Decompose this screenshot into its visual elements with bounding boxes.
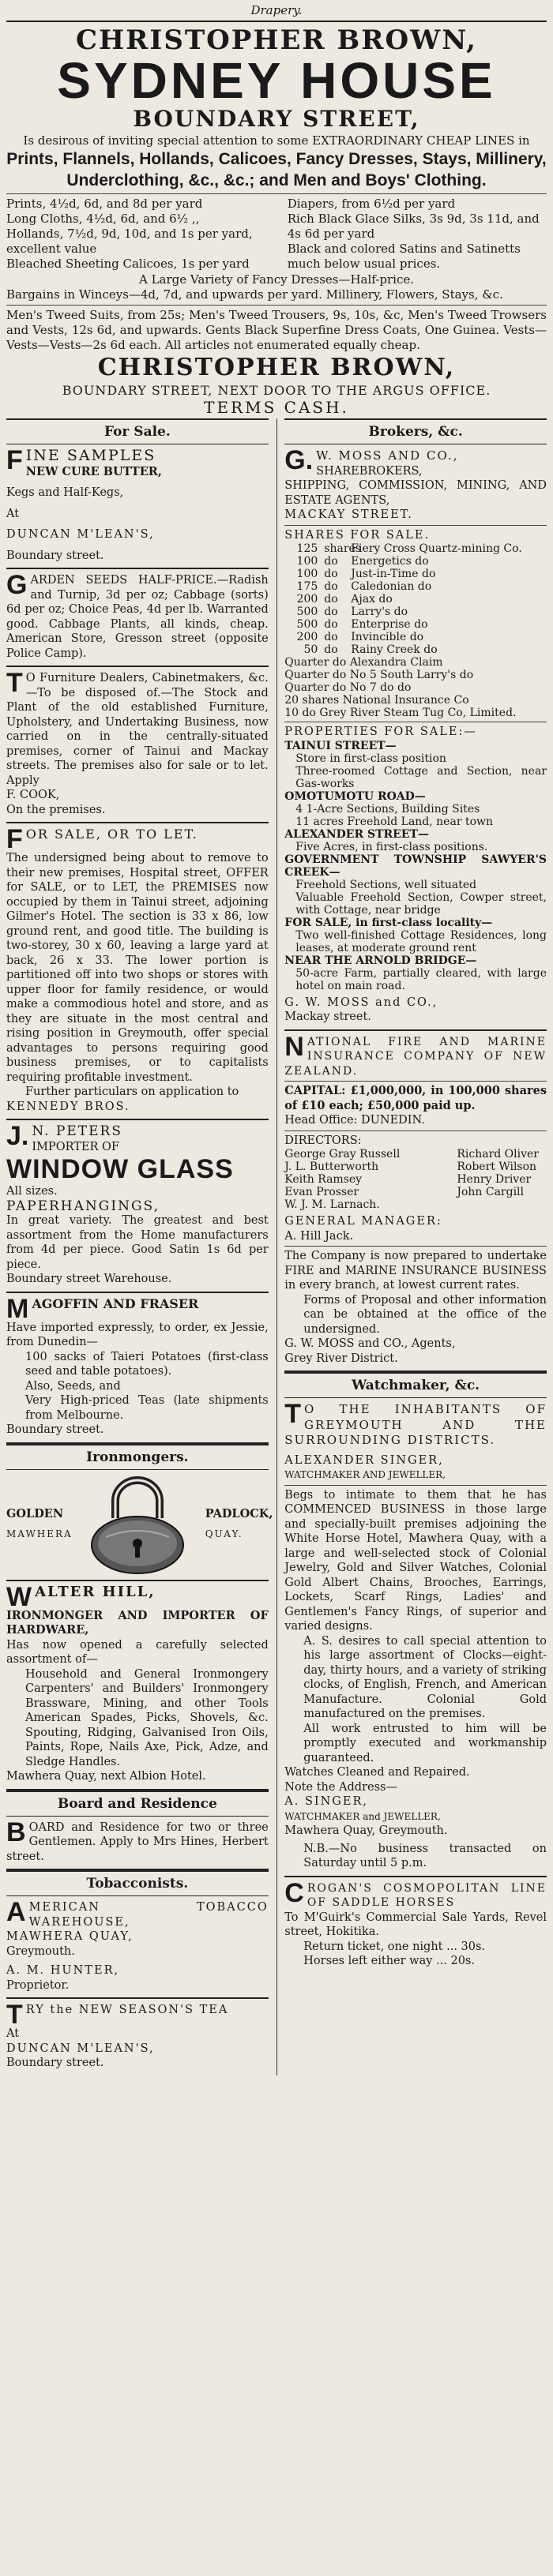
properties-title: PROPERTIES FOR SALE:— <box>284 726 477 738</box>
ad-line: 100 sacks of Taieri Potatoes (first-class seed and table potatoes). <box>25 1350 269 1378</box>
padlock-text: GOLDEN <box>6 1507 64 1520</box>
divider <box>6 193 547 194</box>
drop-cap: N <box>284 1031 304 1062</box>
ad-line: SHIPPING, COMMISSION, MINING, AND ESTATE AGENTS, <box>284 479 547 507</box>
ad-signature: G. W. MOSS and CO., <box>284 996 438 1009</box>
section-title-ironmongers: Ironmongers. <box>6 1444 269 1470</box>
property-line: OMOTUMOTU ROAD— <box>284 789 426 803</box>
ad-line: NEW CURE BUTTER, <box>25 464 162 478</box>
section-title-watchmaker: Watchmaker, &c. <box>284 1372 547 1398</box>
ad-signature: KENNEDY BROS. <box>6 1100 130 1113</box>
ad-title: AGOFFIN AND FRASER <box>32 1295 199 1311</box>
store-name: SYDNEY HOUSE <box>57 52 496 109</box>
ad-text: Forms of Proposal and other information can be obtained at the office of the undersigned. <box>303 1293 547 1336</box>
ad-title: ALTER HILL, <box>35 1583 156 1600</box>
share-name: Just-in-Time do <box>351 568 436 580</box>
ad-line: MAWHERA QUAY, <box>6 1930 134 1943</box>
divider <box>284 525 547 526</box>
ad-line: DUNCAN M'LEAN'S, <box>6 2042 155 2055</box>
ad-text: Household and General Ironmongery Carpenters' and Builders' Ironmongery Brassware, Mining, and other Tools American Spades, Picks, Shovels, &c. Spouting, Ridging, Galvanised Iron Oils, Paints, Rope, Nails Axe, Pick, Adze, and Sledge Handles. <box>25 1667 269 1768</box>
price-list-left <box>6 197 265 272</box>
advertiser-name-2: CHRISTOPHER BROWN, <box>97 354 456 381</box>
ad-title: OR SALE, OR TO LET. <box>25 827 198 842</box>
ad-text: Begs to intimate to them that he has COMMENCED BUSINESS in those large and specially-built premises adjoining the White Horse Hotel, Mawhera Quay, with a large and well-selected stock of Colonial Jewelry, Gold and Silver Watches, Colonial Gold Albert Chains, Brooches, Earrings, Lockets, Scarf Rings, Ladies' and Gentlemen's Fancy Rings, of superior and varied designs. <box>284 1488 547 1633</box>
ad-garden-seeds <box>6 569 269 667</box>
advertiser-name: CHRISTOPHER BROWN, <box>75 24 478 56</box>
share-unit: do <box>324 606 338 618</box>
share-name: Caledonian do <box>351 580 432 593</box>
ad-signature: Boundary street Warehouse. <box>6 1273 172 1285</box>
mens-clothing: Men's Tweed Suits, from 25s; Men's Tweed Trousers, 9s, 10s, &c, Men's Tweed Trowsers and Vests, 12s 6d, and upwards. Gents Black Superfine Dress Coats, One Guinea. Vests—Vests—Vests—2s 6d each. All articles not enumerated equally cheap. <box>6 308 547 352</box>
share-row <box>284 618 547 631</box>
share-row <box>284 606 547 618</box>
ad-signature: G. W. MOSS and CO., Agents, <box>284 1337 456 1350</box>
ad-title: ATIONAL FIRE AND MARINE INSURANCE COMPANY OF NEW ZEALAND. <box>284 1035 547 1078</box>
share-qty: 100 <box>296 555 318 568</box>
store-address: BOUNDARY STREET, NEXT DOOR TO THE ARGUS OFFICE. <box>62 383 491 398</box>
price-item: Long Cloths, 4½d, 6d, and 6½ ,, <box>6 212 200 226</box>
property-line: GOVERNMENT TOWNSHIP SAWYER'S CREEK— <box>284 853 547 879</box>
ad-text: Watches Cleaned and Repaired. <box>284 1766 470 1779</box>
share-row <box>284 631 547 643</box>
property-line: 4 1-Acre Sections, Building Sites <box>295 802 480 816</box>
property-line: FOR SALE, in first-class locality— <box>284 916 493 929</box>
section-title-for-sale: For Sale. <box>6 418 269 444</box>
ad-signature: Mawhera Quay, Greymouth. <box>284 1824 448 1837</box>
terms: TERMS CASH. <box>204 398 349 417</box>
share-extra-line: Quarter do No 5 South Larry's do <box>284 669 474 681</box>
store-street: BOUNDARY STREET, <box>133 106 420 132</box>
drop-cap: T <box>6 668 23 698</box>
fare-line: Horses left either way ... 20s. <box>303 1955 475 1967</box>
ad-text: The undersigned being about to remove to their new premises, Hospital street, OFFER for SALE, or to LET, the PREMISES now occupied by them in Tainui street, adjoining Gilmer's Hotel. The section is 33 x 86, low ground rent, and good title. The building is two-storey, 30 x 60, leaving a large yard at back, 26 x 33. The lower portion is partitioned off into two shops or stores with upper floor for family residence, or would make a commodious hotel and store, and as they are situate in the most central and rising position in Greymouth, offer special advantages to persons requiring good business premises, or to capitalists requiring profitable investment. <box>6 852 269 1084</box>
share-qty: 500 <box>296 618 318 631</box>
ad-text: In great variety. The greatest and best assortment from the Home manufacturers from 4d per piece. Good Satin 1s 6d per piece. <box>6 1214 269 1271</box>
ad-line: Kegs and Half-Kegs, <box>6 486 124 499</box>
divider <box>284 1485 547 1486</box>
divider <box>6 305 547 306</box>
padlock-text: QUAY. <box>205 1528 243 1539</box>
ad-butter <box>6 444 269 569</box>
ad-line: WATCHMAKER AND JEWELLER, <box>284 1469 446 1480</box>
director-name: Richard Oliver <box>457 1148 539 1161</box>
price-item: Bleached Sheeting Calicoes, 1s per yard <box>6 257 250 271</box>
property-line: 11 acres Freehold Land, near town <box>295 815 494 828</box>
price-item: Black and colored Satins and Satinetts much below usual prices. <box>287 242 521 271</box>
ad-line: At <box>6 2027 20 2040</box>
directors-right <box>457 1148 547 1211</box>
ad-headline: WINDOW GLASS <box>6 1154 234 1184</box>
share-unit: do <box>324 618 338 631</box>
ad-text: Note the Address— <box>284 1780 397 1794</box>
shares-list <box>284 542 547 656</box>
ad-title: O THE INHABITANTS OF GREYMOUTH AND THE SURROUNDING DISTRICTS. <box>284 1402 547 1447</box>
intro-text: Is desirous of inviting special attention to some EXTRAORDINARY CHEAP LINES in <box>23 133 530 148</box>
ad-line: Also, Seeds, and <box>25 1379 121 1393</box>
drop-cap: A <box>6 1897 26 1927</box>
left-column <box>6 418 273 2075</box>
directors-title: DIRECTORS: <box>284 1134 362 1147</box>
ad-signature: WATCHMAKER and JEWELLER, <box>284 1810 441 1822</box>
director-name: Robert Wilson <box>457 1161 537 1173</box>
gm-name: A. Hill Jack. <box>284 1229 354 1243</box>
drop-cap: T <box>6 2000 23 2030</box>
ad-signature: A. M. HUNTER, <box>6 1964 120 1977</box>
ad-title: INE SAMPLES <box>25 447 156 464</box>
share-name: Invincible do <box>351 631 424 643</box>
ad-singer <box>284 1398 547 1877</box>
ad-signature: Mackay street. <box>284 1011 371 1023</box>
share-name: Larry's do <box>351 606 408 618</box>
padlock-text: PADLOCK, <box>205 1507 273 1520</box>
ad-title: ROGAN'S COSMOPOLITAN LINE OF SADDLE HORSES <box>307 1881 547 1909</box>
director-name: W. J. M. Larnach. <box>284 1198 380 1211</box>
property-line: Five Acres, in first-class positions. <box>295 840 488 853</box>
properties-list <box>284 740 547 992</box>
ad-title: MERICAN TOBACCO WAREHOUSE, <box>28 1901 269 1929</box>
property-line: Freehold Sections, well situated <box>295 878 477 891</box>
share-row <box>284 568 547 580</box>
ad-text: Has now opened a carefully selected assortment of— <box>6 1638 269 1666</box>
drop-cap: T <box>284 1399 302 1429</box>
share-name: Ajax do <box>351 593 393 606</box>
section-title-tobacconists: Tobacconists. <box>6 1870 269 1896</box>
ad-text: All work entrusted to him will be promptly executed and workmanship guaranteed. <box>303 1722 547 1764</box>
ad-signature: Grey River District. <box>284 1352 398 1365</box>
property-line: Valuable Freehold Section, Cowper street, with Cottage, near bridge <box>295 891 547 917</box>
divider <box>284 1246 547 1247</box>
ad-line: At <box>6 507 20 520</box>
ad-line: ALEXANDER SINGER, <box>284 1453 444 1467</box>
share-qty: 100 <box>296 568 318 580</box>
director-name: Evan Prosser <box>284 1186 359 1198</box>
director-name: John Cargill <box>457 1186 525 1198</box>
directors <box>284 1148 547 1211</box>
ad-signature: On the premises. <box>6 803 106 816</box>
ad-title: N. PETERS <box>32 1123 122 1139</box>
ad-tea <box>6 1999 269 2075</box>
share-unit: do <box>324 555 338 568</box>
ad-magoffin <box>6 1293 269 1444</box>
ad-kennedy <box>6 823 269 1120</box>
property-line: Three-roomed Cottage and Section, near Gas-works <box>295 764 547 790</box>
fancy-dresses: A Large Variety of Fancy Dresses—Half-price. <box>139 272 414 287</box>
ad-note: N.B.—No business transacted on Saturday until 5 p.m. <box>303 1842 547 1869</box>
ad-line: Greymouth. <box>6 1944 75 1958</box>
drop-cap: J. <box>6 1121 29 1151</box>
property-line: 50-acre Farm, partially cleared, with large hotel on main road. <box>295 966 547 992</box>
share-name: Rainy Creek do <box>351 643 438 656</box>
share-row <box>284 593 547 606</box>
bargains: Bargains in Winceys—4d, 7d, and upwards per yard. Millinery, Flowers, Stays, &c. <box>6 287 503 302</box>
divider <box>6 21 547 22</box>
share-unit: do <box>324 631 338 643</box>
ad-line: PAPERHANGINGS, <box>6 1198 160 1214</box>
property-line: NEAR THE ARNOLD BRIDGE— <box>284 954 477 967</box>
share-unit: do <box>324 593 338 606</box>
section-title-brokers: Brokers, &c. <box>284 418 547 444</box>
ad-walter-hill <box>6 1581 269 1790</box>
property-line: TAINUI STREET— <box>284 739 397 752</box>
right-column <box>284 418 547 2075</box>
share-name: Energetics do <box>351 555 429 568</box>
padlock-icon <box>74 1474 201 1575</box>
price-item: Rich Black Glace Silks, 3s 9d, 3s 11d, and 4s 6d per yard <box>287 212 540 241</box>
ad-signature: Proprietor. <box>6 1978 70 1992</box>
ad-moss <box>284 444 547 1031</box>
drop-cap: F <box>6 824 23 854</box>
ad-insurance <box>284 1031 547 1373</box>
ad-peters <box>6 1120 269 1293</box>
director-name: J. L. Butterworth <box>284 1161 379 1173</box>
ad-signature: Mawhera Quay, next Albion Hotel. <box>6 1770 206 1783</box>
ad-line: Boundary street. <box>6 2057 104 2069</box>
price-item: Diapers, from 6½d per yard <box>287 197 456 211</box>
director-name: Henry Driver <box>457 1173 532 1186</box>
price-item: Prints, 4½d, 6d, and 8d per yard <box>6 197 203 211</box>
ad-golden-padlock <box>6 1470 273 1581</box>
share-qty: 125 <box>296 542 318 555</box>
ad-line: All sizes. <box>6 1185 58 1198</box>
ad-line: IRONMONGER AND IMPORTER OF HARDWARE, <box>6 1608 269 1637</box>
ad-line: IMPORTER OF <box>32 1140 119 1153</box>
director-name: Keith Ramsey <box>284 1173 363 1186</box>
drop-cap: M <box>6 1293 29 1324</box>
share-extra-line: Quarter do Alexandra Claim <box>284 656 443 669</box>
capital: CAPITAL: £1,000,000, in 100,000 shares of £10 each; £50,000 paid up. <box>284 1084 547 1112</box>
ad-furniture <box>6 667 269 823</box>
share-extra-line: 20 shares National Insurance Co <box>284 694 469 707</box>
drop-cap: B <box>6 1817 26 1847</box>
share-qty: 175 <box>296 580 318 593</box>
ad-title: RY the NEW SEASON'S TEA <box>25 2004 229 2016</box>
share-qty: 500 <box>296 606 318 618</box>
padlock-text: MAWHERA <box>6 1528 73 1539</box>
drop-cap: G <box>6 570 28 600</box>
share-extra-line: Quarter do No 7 do do <box>284 681 412 694</box>
share-unit: do <box>324 643 338 656</box>
drop-cap: F <box>6 445 23 475</box>
share-unit: shares <box>324 542 361 555</box>
shares-extra <box>284 656 547 719</box>
fare-line: Return ticket, one night ... 30s. <box>303 1940 486 1953</box>
ad-text: The Company is now prepared to undertake FIRE and MARINE INSURANCE BUSINESS in every branch, at lowest current rates. <box>284 1250 547 1292</box>
ad-signature: F. COOK, <box>6 789 60 801</box>
head-office: Head Office: DUNEDIN. <box>284 1114 425 1127</box>
divider <box>284 1081 547 1082</box>
ad-text: ARDEN SEEDS HALF-PRICE.—Radish and Turnip, 3d per oz; Cabbage (sorts) 6d per oz; Choice Peas, 4d per lb. Warranted good. Cabbage Plants, all kinds, cheap. American Store, Gresson street (opposite Police Camp). <box>6 574 269 660</box>
ad-signature: Boundary street. <box>6 1423 104 1436</box>
ad-board <box>6 1817 269 1871</box>
ad-line: DUNCAN M'LEAN'S, <box>6 528 155 541</box>
section-label: Drapery. <box>250 3 303 17</box>
ad-line: MACKAY STREET. <box>284 508 413 521</box>
ad-line: Boundary street. <box>6 549 104 562</box>
newspaper-page <box>6 0 547 2075</box>
ad-line: Very High-priced Teas (late shipments from Melbourne. <box>25 1394 269 1422</box>
share-unit: do <box>324 580 338 593</box>
share-qty: 50 <box>303 643 318 656</box>
share-unit: do <box>324 568 338 580</box>
share-name: Enterprise do <box>351 618 428 631</box>
director-name: George Gray Russell <box>284 1148 401 1161</box>
column-divider <box>276 418 277 2075</box>
gm-title: GENERAL MANAGER: <box>284 1215 442 1228</box>
price-list-right <box>288 197 547 272</box>
ad-title: W. MOSS AND CO., <box>316 448 459 463</box>
share-row <box>284 580 547 593</box>
ad-columns <box>6 418 547 2075</box>
price-item: Hollands, 7½d, 9d, 10d, and 1s per yard, excellent value <box>6 227 253 256</box>
ad-signature: A. SINGER, <box>284 1795 368 1808</box>
share-row <box>284 643 547 656</box>
ad-crogan <box>284 1877 547 1974</box>
ad-tobacco <box>6 1896 269 1999</box>
section-title-board: Board and Residence <box>6 1790 269 1817</box>
drop-cap: W <box>6 1581 32 1612</box>
property-line: Two well-finished Cottage Residences, long leases, at moderate ground rent <box>295 928 547 954</box>
share-qty: 200 <box>296 593 318 606</box>
property-line: ALEXANDER STREET— <box>284 827 429 841</box>
ad-text: OARD and Residence for two or three Gentlemen. Apply to Mrs Hines, Herbert street. <box>6 1820 269 1863</box>
product-lines: Prints, Flannels, Hollands, Calicoes, Fancy Dresses, Stays, Millinery, Underclothing, &c., &c.; and Men and Boys' Clothing. <box>6 150 547 189</box>
share-qty: 200 <box>296 631 318 643</box>
drop-cap: C <box>284 1877 304 1908</box>
price-lists <box>6 197 547 272</box>
drop-cap: G. <box>284 445 314 475</box>
shares-title: SHARES FOR SALE. <box>284 528 431 542</box>
share-row <box>284 555 547 568</box>
ad-line: SHAREBROKERS, <box>316 464 423 478</box>
ad-text: O Furniture Dealers, Cabinetmakers, &c.—To be disposed of.—The Stock and Plant of the old established Furniture, Upholstery, and Undertaking Business, now carried on in the centrally-situated premises, corner of Tainui and Mackay streets. The premises also for sale or to let. Apply <box>6 672 269 787</box>
ad-text: To M'Guirk's Commercial Sale Yards, Revel street, Hokitika. <box>284 1910 547 1938</box>
property-line: Store in first-class position <box>295 752 446 765</box>
share-extra-line: 10 do Grey River Steam Tug Co, Limited. <box>284 707 517 719</box>
ad-text: Have imported expressly, to order, ex Jessie, from Dunedin— <box>6 1321 269 1348</box>
share-name: Fiery Cross Quartz-mining Co. <box>351 542 522 555</box>
ad-text: A. S. desires to call special attention to his large assortment of Clocks—eight-day, thirty hours, and a variety of striking clocks, of English, French, and American Manufacture. Colonial Gold manufactured on the premises. <box>303 1634 547 1720</box>
directors-left <box>284 1148 400 1211</box>
share-row <box>284 542 547 555</box>
ad-line: Further particulars on application to <box>25 1086 239 1098</box>
